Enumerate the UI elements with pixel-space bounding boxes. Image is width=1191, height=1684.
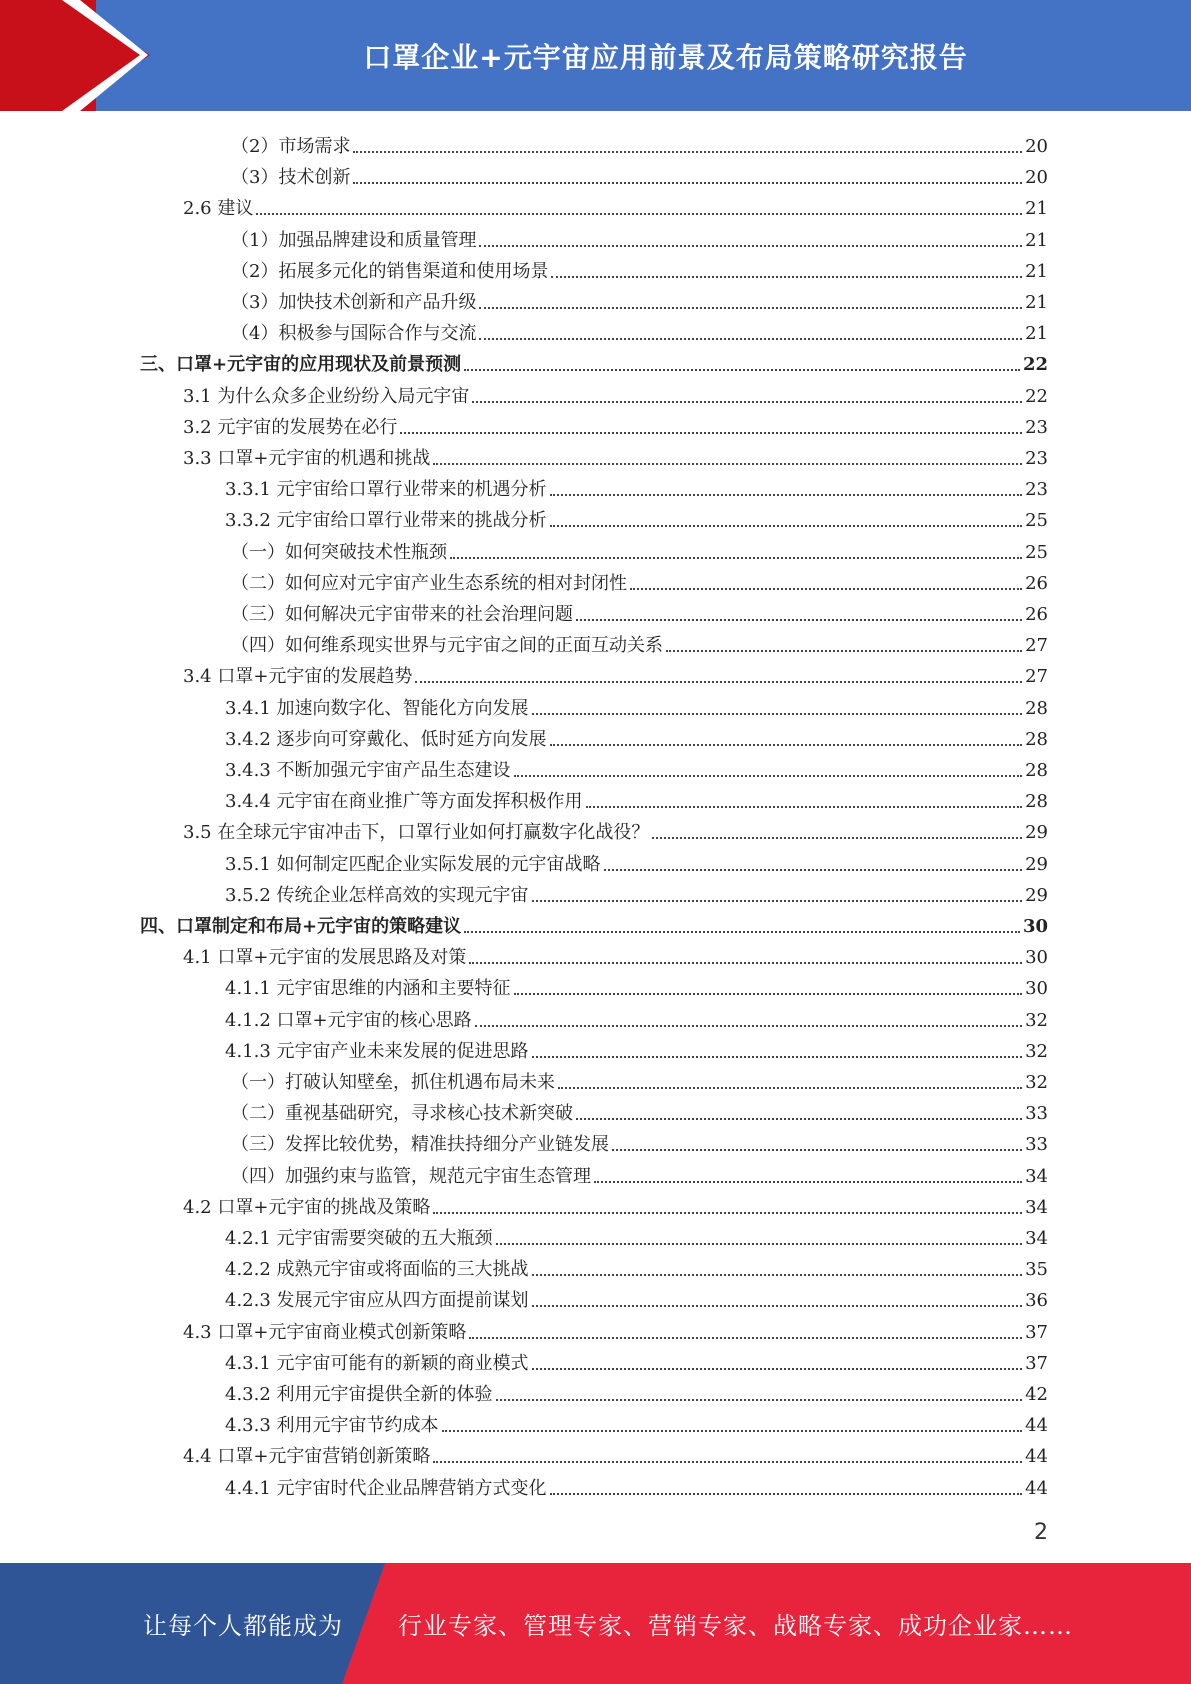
toc-entry-label: 4.2 口罩+元宇宙的挑战及策略 xyxy=(183,1197,431,1218)
toc-leader-dots xyxy=(576,597,1022,621)
toc-leader-dots xyxy=(469,1315,1022,1339)
toc-entry[interactable] xyxy=(225,1032,1048,1063)
toc-entry-label: 三、口罩+元宇宙的应用现状及前景预测 xyxy=(140,354,462,375)
toc-entry-page: 35 xyxy=(1025,1259,1048,1280)
toc-entry[interactable] xyxy=(225,1344,1048,1375)
toc-entry-label: 3.4 口罩+元宇宙的发展趋势 xyxy=(183,666,413,687)
header-arrow-icon xyxy=(0,0,160,111)
toc-leader-dots xyxy=(550,503,1023,527)
toc-entry-page: 28 xyxy=(1025,760,1048,781)
toc-entry-label: （一）打破认知壁垒，抓住机遇布局未来 xyxy=(231,1072,555,1093)
toc-entry-label: 四、口罩制定和布局+元宇宙的策略建议 xyxy=(140,916,462,937)
toc-entry-label: （2）市场需求 xyxy=(231,136,351,157)
toc-entry[interactable] xyxy=(225,1469,1048,1500)
toc-entry[interactable] xyxy=(225,470,1048,501)
toc-entry-label: 4.1.3 元宇宙产业未来发展的促进思路 xyxy=(225,1041,529,1062)
toc-entry[interactable] xyxy=(183,1188,1048,1219)
toc-entry-label: （一）如何突破技术性瓶颈 xyxy=(231,542,447,563)
toc-entry-page: 26 xyxy=(1025,604,1048,625)
toc-leader-dots xyxy=(514,971,1023,995)
toc-entry-label: 4.3.1 元宇宙可能有的新颖的商业模式 xyxy=(225,1353,529,1374)
toc-entry-page: 29 xyxy=(1025,854,1048,875)
toc-leader-dots xyxy=(576,1096,1022,1120)
toc-entry-label: 3.5.1 如何制定匹配企业实际发展的元宇宙战略 xyxy=(225,854,601,875)
toc-entry[interactable] xyxy=(225,501,1048,532)
toc-entry[interactable] xyxy=(183,1437,1048,1468)
toc-entry-page: 37 xyxy=(1025,1322,1048,1343)
toc-entry-label: （三）如何解决元宇宙带来的社会治理问题 xyxy=(231,604,573,625)
toc-entry[interactable] xyxy=(231,564,1048,595)
toc-leader-dots xyxy=(469,940,1022,964)
toc-entry-label: （二）重视基础研究，寻求核心技术新突破 xyxy=(231,1103,573,1124)
toc-entry[interactable] xyxy=(231,1157,1048,1188)
toc-entry[interactable] xyxy=(225,720,1048,751)
toc-leader-dots xyxy=(353,129,1022,153)
toc-entry-label: 3.3.1 元宇宙给口罩行业带来的机遇分析 xyxy=(225,479,547,500)
toc-entry-label: 4.1.1 元宇宙思维的内涵和主要特征 xyxy=(225,978,511,999)
toc-entry-label: 3.4.1 加速向数字化、智能化方向发展 xyxy=(225,698,529,719)
toc-entry-page: 34 xyxy=(1025,1228,1048,1249)
toc-entry[interactable] xyxy=(231,158,1048,189)
toc-entry-label: 3.3.2 元宇宙给口罩行业带来的挑战分析 xyxy=(225,510,547,531)
toc-entry-page: 30 xyxy=(1025,947,1048,968)
toc-entry[interactable] xyxy=(231,533,1048,564)
toc-entry[interactable] xyxy=(225,1281,1048,1312)
toc-leader-dots xyxy=(666,628,1022,652)
toc-entry[interactable] xyxy=(225,845,1048,876)
toc-leader-dots xyxy=(550,472,1023,496)
toc-entry-label: 3.2 元宇宙的发展势在必行 xyxy=(183,417,398,438)
toc-entry[interactable] xyxy=(183,938,1048,969)
toc-entry-page: 23 xyxy=(1025,417,1048,438)
toc-entry-label: （3）加快技术创新和产品升级 xyxy=(231,292,477,313)
toc-entry-label: 4.4.1 元宇宙时代企业品牌营销方式变化 xyxy=(225,1478,547,1499)
toc-entry-label: 3.4.2 逐步向可穿戴化、低时延方向发展 xyxy=(225,729,547,750)
toc-leader-dots xyxy=(604,847,1023,871)
toc-entry-label: 4.3.3 利用元宇宙节约成本 xyxy=(225,1415,439,1436)
toc-entry[interactable] xyxy=(225,1250,1048,1281)
toc-entry-page: 21 xyxy=(1025,230,1048,251)
toc-entry[interactable] xyxy=(231,252,1048,283)
toc-leader-dots xyxy=(442,1408,1023,1432)
toc-entry-label: 4.2.3 发展元宇宙应从四方面提前谋划 xyxy=(225,1290,529,1311)
toc-leader-dots xyxy=(464,347,1020,371)
toc-leader-dots xyxy=(514,753,1023,777)
toc-entry-page: 21 xyxy=(1025,323,1048,344)
page-footer xyxy=(0,1563,1191,1684)
toc-leader-dots xyxy=(475,1003,1022,1027)
toc-entry-page: 29 xyxy=(1025,885,1048,906)
toc-entry-label: 3.4.4 元宇宙在商业推广等方面发挥积极作用 xyxy=(225,791,583,812)
toc-entry[interactable] xyxy=(225,876,1048,907)
toc-leader-dots xyxy=(551,254,1022,278)
toc-entry-page: 25 xyxy=(1025,510,1048,531)
toc-entry-page: 30 xyxy=(1022,916,1048,937)
toc-entry[interactable] xyxy=(225,1219,1048,1250)
toc-entry-page: 44 xyxy=(1025,1446,1048,1467)
toc-entry-page: 36 xyxy=(1025,1290,1048,1311)
toc-leader-dots xyxy=(496,1377,1023,1401)
toc-entry-page: 28 xyxy=(1025,791,1048,812)
toc-entry-page: 44 xyxy=(1025,1415,1048,1436)
toc-entry[interactable] xyxy=(231,1094,1048,1125)
toc-entry-page: 22 xyxy=(1025,386,1048,407)
toc-leader-dots xyxy=(550,722,1023,746)
toc-entry-page: 34 xyxy=(1025,1197,1048,1218)
toc-entry-label: 4.1 口罩+元宇宙的发展思路及对策 xyxy=(183,947,467,968)
toc-entry[interactable] xyxy=(183,1313,1048,1344)
toc-leader-dots xyxy=(400,410,1022,434)
toc-entry[interactable] xyxy=(225,1001,1048,1032)
toc-entry[interactable] xyxy=(225,1375,1048,1406)
toc-entry-page: 28 xyxy=(1025,698,1048,719)
toc-entry-label: 3.5 在全球元宇宙冲击下，口罩行业如何打赢数字化战役？ xyxy=(183,822,650,843)
footer-slogan-left: 让每个人都能成为 xyxy=(143,1612,343,1640)
toc-leader-dots xyxy=(652,815,1022,839)
toc-entry-page: 33 xyxy=(1025,1134,1048,1155)
toc-entry-page: 27 xyxy=(1025,635,1048,656)
toc-leader-dots xyxy=(496,1221,1023,1245)
toc-leader-dots xyxy=(479,223,1022,247)
toc-entry[interactable] xyxy=(225,969,1048,1000)
toc-entry-page: 21 xyxy=(1025,198,1048,219)
toc-entry-page: 21 xyxy=(1025,261,1048,282)
toc-entry-page: 23 xyxy=(1025,448,1048,469)
toc-entry[interactable] xyxy=(183,189,1048,220)
toc-leader-dots xyxy=(479,316,1022,340)
toc-entry-label: 4.2.2 成熟元宇宙或将面临的三大挑战 xyxy=(225,1259,529,1280)
toc-leader-dots xyxy=(558,1065,1022,1089)
toc-entry-label: 3.4.3 不断加强元宇宙产品生态建设 xyxy=(225,760,511,781)
toc-leader-dots xyxy=(433,1190,1022,1214)
toc-leader-dots xyxy=(532,1346,1023,1370)
toc-entry-page: 27 xyxy=(1025,666,1048,687)
toc-entry-page: 21 xyxy=(1025,292,1048,313)
toc-entry[interactable] xyxy=(225,751,1048,782)
toc-entry-page: 32 xyxy=(1025,1072,1048,1093)
toc-entry[interactable] xyxy=(140,907,1048,938)
toc-entry-label: 4.3.2 利用元宇宙提供全新的体验 xyxy=(225,1384,493,1405)
toc-entry-page: 20 xyxy=(1025,167,1048,188)
toc-leader-dots xyxy=(450,535,1022,559)
toc-entry[interactable] xyxy=(183,657,1048,688)
toc-entry-page: 30 xyxy=(1025,978,1048,999)
toc-entry-page: 34 xyxy=(1025,1166,1048,1187)
toc-leader-dots xyxy=(256,191,1022,215)
toc-entry[interactable] xyxy=(183,813,1048,844)
toc-entry[interactable] xyxy=(183,439,1048,470)
toc-entry-label: （2）拓展多元化的销售渠道和使用场景 xyxy=(231,261,549,282)
toc-entry[interactable] xyxy=(231,314,1048,345)
toc-leader-dots xyxy=(472,379,1022,403)
toc-entry[interactable] xyxy=(231,283,1048,314)
toc-entry[interactable] xyxy=(231,626,1048,657)
toc-entry[interactable] xyxy=(183,377,1048,408)
toc-entry-page: 26 xyxy=(1025,573,1048,594)
toc-entry[interactable] xyxy=(231,1125,1048,1156)
toc-entry[interactable] xyxy=(231,595,1048,626)
toc-entry-page: 44 xyxy=(1025,1478,1048,1499)
toc-entry-page: 32 xyxy=(1025,1010,1048,1031)
toc-entry[interactable] xyxy=(140,345,1048,376)
toc-entry-page: 23 xyxy=(1025,479,1048,500)
toc-entry-label: （4）积极参与国际合作与交流 xyxy=(231,323,477,344)
toc-entry-label: 3.3 口罩+元宇宙的机遇和挑战 xyxy=(183,448,431,469)
toc-leader-dots xyxy=(594,1159,1022,1183)
toc-leader-dots xyxy=(532,1252,1023,1276)
toc-entry-label: 4.1.2 口罩+元宇宙的核心思路 xyxy=(225,1010,472,1031)
toc-entry-label: （1）加强品牌建设和质量管理 xyxy=(231,230,477,251)
toc-leader-dots xyxy=(433,441,1022,465)
toc-entry-label: 3.5.2 传统企业怎样高效的实现元宇宙 xyxy=(225,885,529,906)
toc-entry-page: 29 xyxy=(1025,822,1048,843)
toc-entry[interactable] xyxy=(231,1063,1048,1094)
toc-entry[interactable] xyxy=(231,127,1048,158)
toc-entry[interactable] xyxy=(225,782,1048,813)
footer-slogan-right: 行业专家、管理专家、营销专家、战略专家、成功企业家…… xyxy=(398,1612,1073,1640)
toc-entry-label: （三）发挥比较优势，精准扶持细分产业链发展 xyxy=(231,1134,609,1155)
toc-entry-page: 25 xyxy=(1025,542,1048,563)
toc-leader-dots xyxy=(586,784,1023,808)
report-title: 口罩企业+元宇宙应用前景及布局策略研究报告 xyxy=(363,40,968,74)
toc-entry-label: 4.4 口罩+元宇宙营销创新策略 xyxy=(183,1446,431,1467)
toc-entry-label: （四）加强约束与监管，规范元宇宙生态管理 xyxy=(231,1166,591,1187)
toc-leader-dots xyxy=(415,659,1022,683)
toc-entry-page: 20 xyxy=(1025,136,1048,157)
toc-entry[interactable] xyxy=(183,408,1048,439)
toc-entry-label: 4.3 口罩+元宇宙商业模式创新策略 xyxy=(183,1322,467,1343)
report-header xyxy=(0,0,1191,111)
toc-leader-dots xyxy=(532,1034,1023,1058)
toc-entry-page: 32 xyxy=(1025,1041,1048,1062)
toc-entry-page: 33 xyxy=(1025,1103,1048,1124)
toc-entry[interactable] xyxy=(231,221,1048,252)
toc-entry-page: 28 xyxy=(1025,729,1048,750)
page-number: 2 xyxy=(1034,1520,1048,1545)
toc-entry-label: （二）如何应对元宇宙产业生态系统的相对封闭性 xyxy=(231,573,627,594)
toc-entry-page: 37 xyxy=(1025,1353,1048,1374)
toc-leader-dots xyxy=(464,909,1020,933)
toc-leader-dots xyxy=(479,285,1022,309)
toc-leader-dots xyxy=(353,160,1022,184)
toc-entry-page: 42 xyxy=(1025,1384,1048,1405)
toc-entry-label: 3.1 为什么众多企业纷纷入局元宇宙 xyxy=(183,386,470,407)
toc-entry[interactable] xyxy=(225,1406,1048,1437)
toc-entry[interactable] xyxy=(225,689,1048,720)
toc-entry-label: 4.2.1 元宇宙需要突破的五大瓶颈 xyxy=(225,1228,493,1249)
toc-entry-page: 22 xyxy=(1022,354,1048,375)
toc-leader-dots xyxy=(550,1471,1023,1495)
toc-leader-dots xyxy=(630,566,1022,590)
toc-leader-dots xyxy=(532,878,1023,902)
toc-leader-dots xyxy=(612,1127,1022,1151)
toc-leader-dots xyxy=(532,1283,1023,1307)
toc-leader-dots xyxy=(532,691,1023,715)
toc-leader-dots xyxy=(433,1439,1022,1463)
toc-entry-label: 2.6 建议 xyxy=(183,198,254,219)
toc-entry-label: （3）技术创新 xyxy=(231,167,351,188)
toc-entry-label: （四）如何维系现实世界与元宇宙之间的正面互动关系 xyxy=(231,635,663,656)
